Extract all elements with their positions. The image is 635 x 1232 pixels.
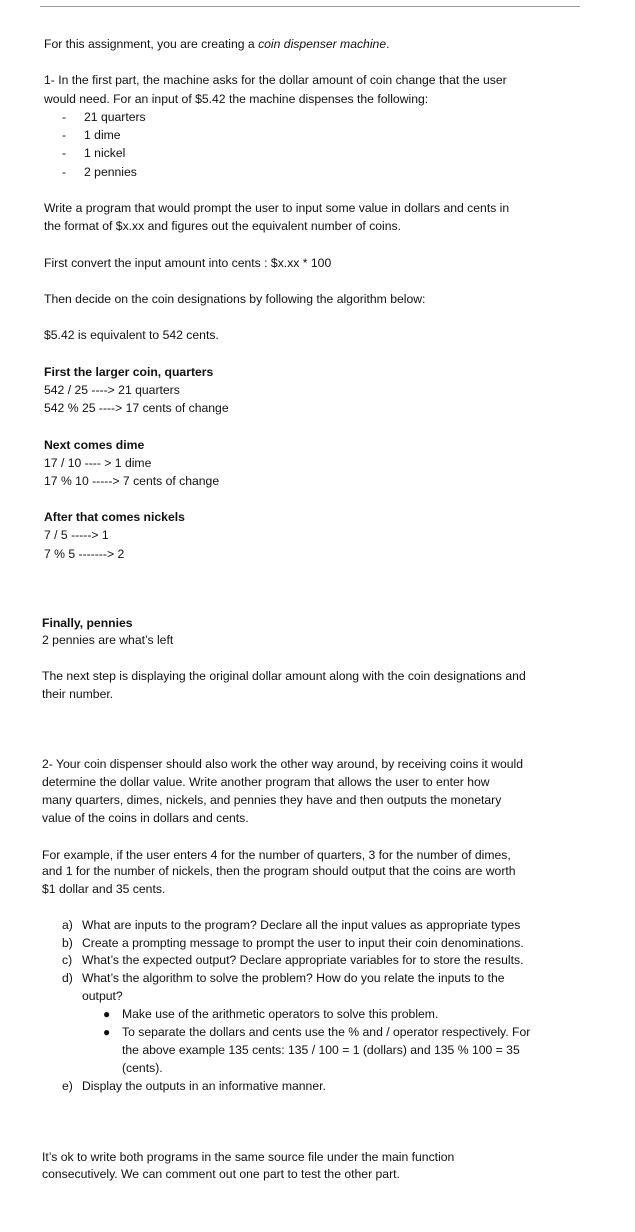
- closing-line1: It’s ok to write both programs in the same source file under the main function: [42, 1150, 455, 1164]
- part2-line3: many quarters, dimes, nickels, and pennies they have and then outputs the monetary: [42, 793, 502, 807]
- part2-line2: determine the dollar value. Write another program that allows the user to enter how: [42, 775, 490, 789]
- bullet-dot: ●: [103, 1007, 111, 1021]
- quarters-heading: First the larger coin, quarters: [44, 365, 214, 379]
- convert-line: First convert the input amount into cents : $x.xx * 100: [44, 256, 332, 270]
- item-label: c): [62, 953, 73, 967]
- dash-bullet: -: [62, 165, 67, 179]
- part1-line1: 1- In the first part, the machine asks for the dollar amount of coin change that the user: [44, 73, 507, 87]
- item-text: Display the outputs in an informative manner.: [82, 1079, 326, 1093]
- dash-bullet: -: [62, 146, 67, 160]
- nickels-step1: 7 / 5 -----> 1: [44, 528, 109, 542]
- quarters-step2: 542 % 25 ----> 17 cents of change: [44, 401, 229, 415]
- item-text: Create a prompting message to prompt the user to input their coin denominations.: [82, 936, 524, 950]
- item-text: What’s the expected output? Declare appropriate variables for to store the results.: [82, 953, 524, 967]
- dimes-step1: 17 / 10 ---- > 1 dime: [44, 456, 152, 470]
- coin-item: 1 dime: [84, 128, 121, 142]
- intro-emphasis: coin dispenser machine: [258, 37, 387, 51]
- coin-item: 2 pennies: [84, 165, 137, 179]
- pennies-step1: 2 pennies are what’s left: [42, 633, 174, 647]
- dash-bullet: -: [62, 128, 67, 142]
- example-line2: and 1 for the number of nickels, then the program should output that the coins are worth: [42, 864, 516, 878]
- dash-bullet: -: [62, 110, 67, 124]
- example-line3: $1 dollar and 35 cents.: [42, 882, 166, 896]
- item-label: e): [62, 1079, 73, 1093]
- sub-bullet-2-line2: the above example 135 cents: 135 / 100 = 1 (dollars) and 135 % 100 = 35: [122, 1043, 520, 1057]
- example-line1: For example, if the user enters 4 for the number of quarters, 3 for the number of dimes,: [42, 848, 511, 862]
- item-text: What’s the algorithm to solve the problem? How do you relate the inputs to the: [82, 971, 505, 985]
- intro-line: [44, 36, 390, 53]
- next-step-line2: their number.: [42, 687, 114, 701]
- intro-suffix: .: [386, 37, 390, 51]
- sub-bullet-1: Make use of the arithmetic operators to solve this problem.: [122, 1007, 439, 1021]
- item-text: What are inputs to the program? Declare all the input values as appropriate types: [82, 918, 521, 932]
- part2-line4: value of the coins in dollars and cents.: [42, 811, 249, 825]
- quarters-step1: 542 / 25 ----> 21 quarters: [44, 383, 180, 397]
- dimes-step2: 17 % 10 -----> 7 cents of change: [44, 474, 220, 488]
- intro-prefix: For this assignment, you are creating a: [44, 37, 259, 51]
- item-label: b): [62, 936, 73, 950]
- equivalent-line: $5.42 is equivalent to 542 cents.: [44, 328, 219, 342]
- top-rule: [40, 6, 580, 7]
- coin-item: 21 quarters: [84, 110, 146, 124]
- item-label: a): [62, 918, 73, 932]
- nickels-step2: 7 % 5 -------> 2: [44, 547, 125, 561]
- dimes-heading: Next comes dime: [44, 438, 145, 452]
- next-step-line1: The next step is displaying the original dollar amount along with the coin designations and: [42, 669, 526, 683]
- item-label: d): [62, 971, 73, 985]
- part2-line1: 2- Your coin dispenser should also work the other way around, by receiving coins it would: [42, 757, 524, 771]
- pennies-heading: Finally, pennies: [42, 616, 133, 630]
- coin-item: 1 nickel: [84, 146, 126, 160]
- decide-line: Then decide on the coin designations by following the algorithm below:: [44, 292, 426, 306]
- program-line1: Write a program that would prompt the user to input some value in dollars and cents in: [44, 201, 510, 215]
- nickels-heading: After that comes nickels: [44, 510, 185, 524]
- closing-line2: consecutively. We can comment out one part to test the other part.: [42, 1167, 400, 1181]
- program-line2: the format of $x.xx and figures out the equivalent number of coins.: [44, 219, 402, 233]
- part1-line2: would need. For an input of $5.42 the machine dispenses the following:: [44, 92, 429, 106]
- item-text-continued: output?: [82, 989, 123, 1003]
- sub-bullet-2-line1: To separate the dollars and cents use the % and / operator respectively. For: [122, 1025, 531, 1039]
- bullet-dot: ●: [103, 1025, 111, 1039]
- sub-bullet-2-line3: (cents).: [122, 1061, 163, 1075]
